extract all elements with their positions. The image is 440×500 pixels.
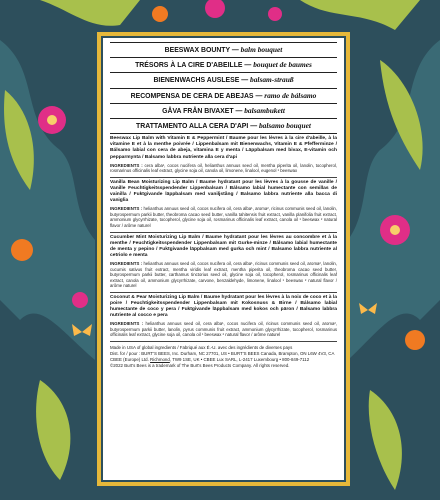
eu-address-text: CBEE (Europe) Ltd. Richmond, TW9 1SE, UK • CBEE Lux SARL, L-2417 Luxembourg • 800-849-7112: [110, 356, 310, 362]
product-title: Cucumber Mint Moisturizing Lip Balm / Baume hydratant pour les lèvres au concombre et à la menthe / Feuchtigkeitsspendender Lippenbalsam mit Gurke-minze / Bálsamo labial humectante de menta y pepino / Fuktgivande läppbalsam med gurka och mint / Balsamo labbra nutriente al cetriolo e menta: [110, 234, 337, 258]
product-section-beeswax: [110, 134, 337, 178]
title-row-it: TRATTAMENTO ALLA CERA D'API — balsamo bouquet: [110, 119, 337, 134]
origin-text: Made in USA of global ingredients / Fabriqué aux É.-U. avec des ingrédients de diverses pays: [110, 345, 293, 351]
title-row-fr: TRÉSORS À LA CIRE D'ABEILLE — bouquet de baumes: [110, 58, 337, 73]
product-title: Beeswax Lip Balm with Vitamin E & Peppermint / Baume pour les lèvres à la cire d'abeille, à la vitamine E et à la menthe poivrée / Lippenbalsam mit Bienenwachs, Vitamin E & Pfefferminze / Bálsamo labial con cera de abeja, vitamina E y menta / Läppbalsam med bivax, E-vitamin och pepparmynta / Balsamo labbra nutriente alla cera d'api: [110, 136, 337, 160]
product-title: Vanilla Bean Moisturizing Lip Balm / Baume hydratant pour les lèvres à la gousse de vanille / Vanille Feuchtigkeitsspendender Lippenbalsam / Bálsamo labial humectante con semillas de vainilla / Fuktgivande läppbalsam med vaniljstång / Balsamo labbra nutriente alla bacca di vaniglia: [110, 179, 337, 204]
distributor-text: Dist. for / pour : BURT'S BEES, Inc. Durham, NC 27701, US • BURT'S BEES Canada, Brampton, ON L6W 4V3, CA: [110, 350, 335, 356]
product-section-cucumber: [110, 233, 337, 293]
label-card: [103, 38, 344, 480]
product-title: Coconut & Pear Moisturizing Lip Balm / Baume hydratant pour les lèvres à la noix de coco et à la poire / Feuchtigkeitsspendender Lippenbalsam mit Kokosnuss & Birne / Bálsamo labial humectante de coco y pera / Fuktgivande läppbalsam med kokos och päron / Balsamo labbra nutriente al cocco e pera: [110, 294, 337, 319]
footer-block: [110, 345, 337, 369]
title-row-de: BIENENWACHS AUSLESE — balsam-strauß: [110, 73, 337, 88]
ingredients-list: INGREDIENTS : helianthus annuus seed oil, cocos nucifera oil, cera alba¹, aroma², ricinus communis seed oil, lanolin, butyrospermum parkii butter, theobroma cacao seed butter, vanilla tahitensis fruit extract, vanilla planifolia fruit extract, ammonium glycyrrhizate, tocopherol, glycine soja oil, rosmarinus officinalis leaf extract, canola oil ¹ beeswax ² natural flavor / arôme naturel: [110, 206, 337, 228]
title-row-en: BEESWAX BOUNTY — balm bouquet: [110, 43, 337, 58]
multilingual-title-block: [110, 42, 337, 134]
ingredients-list: INGREDIENTS : cera alba¹, cocos nucifera oil, helianthus annuus seed oil, mentha piperita oil, lanolin, tocopherol, rosmarinus officinalis leaf extract, glycine soja oil, canola oil, limonene, linalool, eugenol ¹ beeswax: [110, 162, 337, 174]
ingredients-list: INGREDIENTS : helianthus annuus seed oil, cera alba¹, cocos nucifera oil, ricinus communis seed oil, aroma², butyrospermum parkii butter, lanolin, pyrus communis fruit extract, ammonium glycyrrhizate, tocopherol, rosmarinus officinalis leaf extract, glycine soja oil, canola oil ¹ beeswax ² natural flavor / arôme naturel: [110, 321, 337, 338]
ingredients-list: INGREDIENTS : helianthus annuus seed oil, cocos nucifera oil, cera alba¹, ricinus communis seed oil, aroma², lanolin, cucumis sativus fruit extract, mentha viridis leaf extract, mentha piperita oil, theobroma cacao seed butter, butyrospermum parkii butter, carthamus tinctorius seed oil, glycine soja oil, tocopherol, rosmarinus officinalis leaf extract, canola oil, ammonium glycyrrhizate, carvone, benzaldehyde, limonene, linalool ¹ beeswax ² natural flavor / arôme naturel: [110, 260, 337, 289]
product-section-coconut: [110, 293, 337, 342]
title-row-sv: GÅVA FRÅN BIVAXET — balsambukett: [110, 104, 337, 119]
copyright-text: ©2022 Burt's Bees is a trademark of The Burt's Bees Products Company. All rights reserved.: [110, 362, 290, 368]
title-row-es: RECOMPENSA DE CERA DE ABEJAS — ramo de bálsamo: [110, 89, 337, 104]
product-section-vanilla: [110, 178, 337, 233]
divider: [110, 341, 337, 342]
